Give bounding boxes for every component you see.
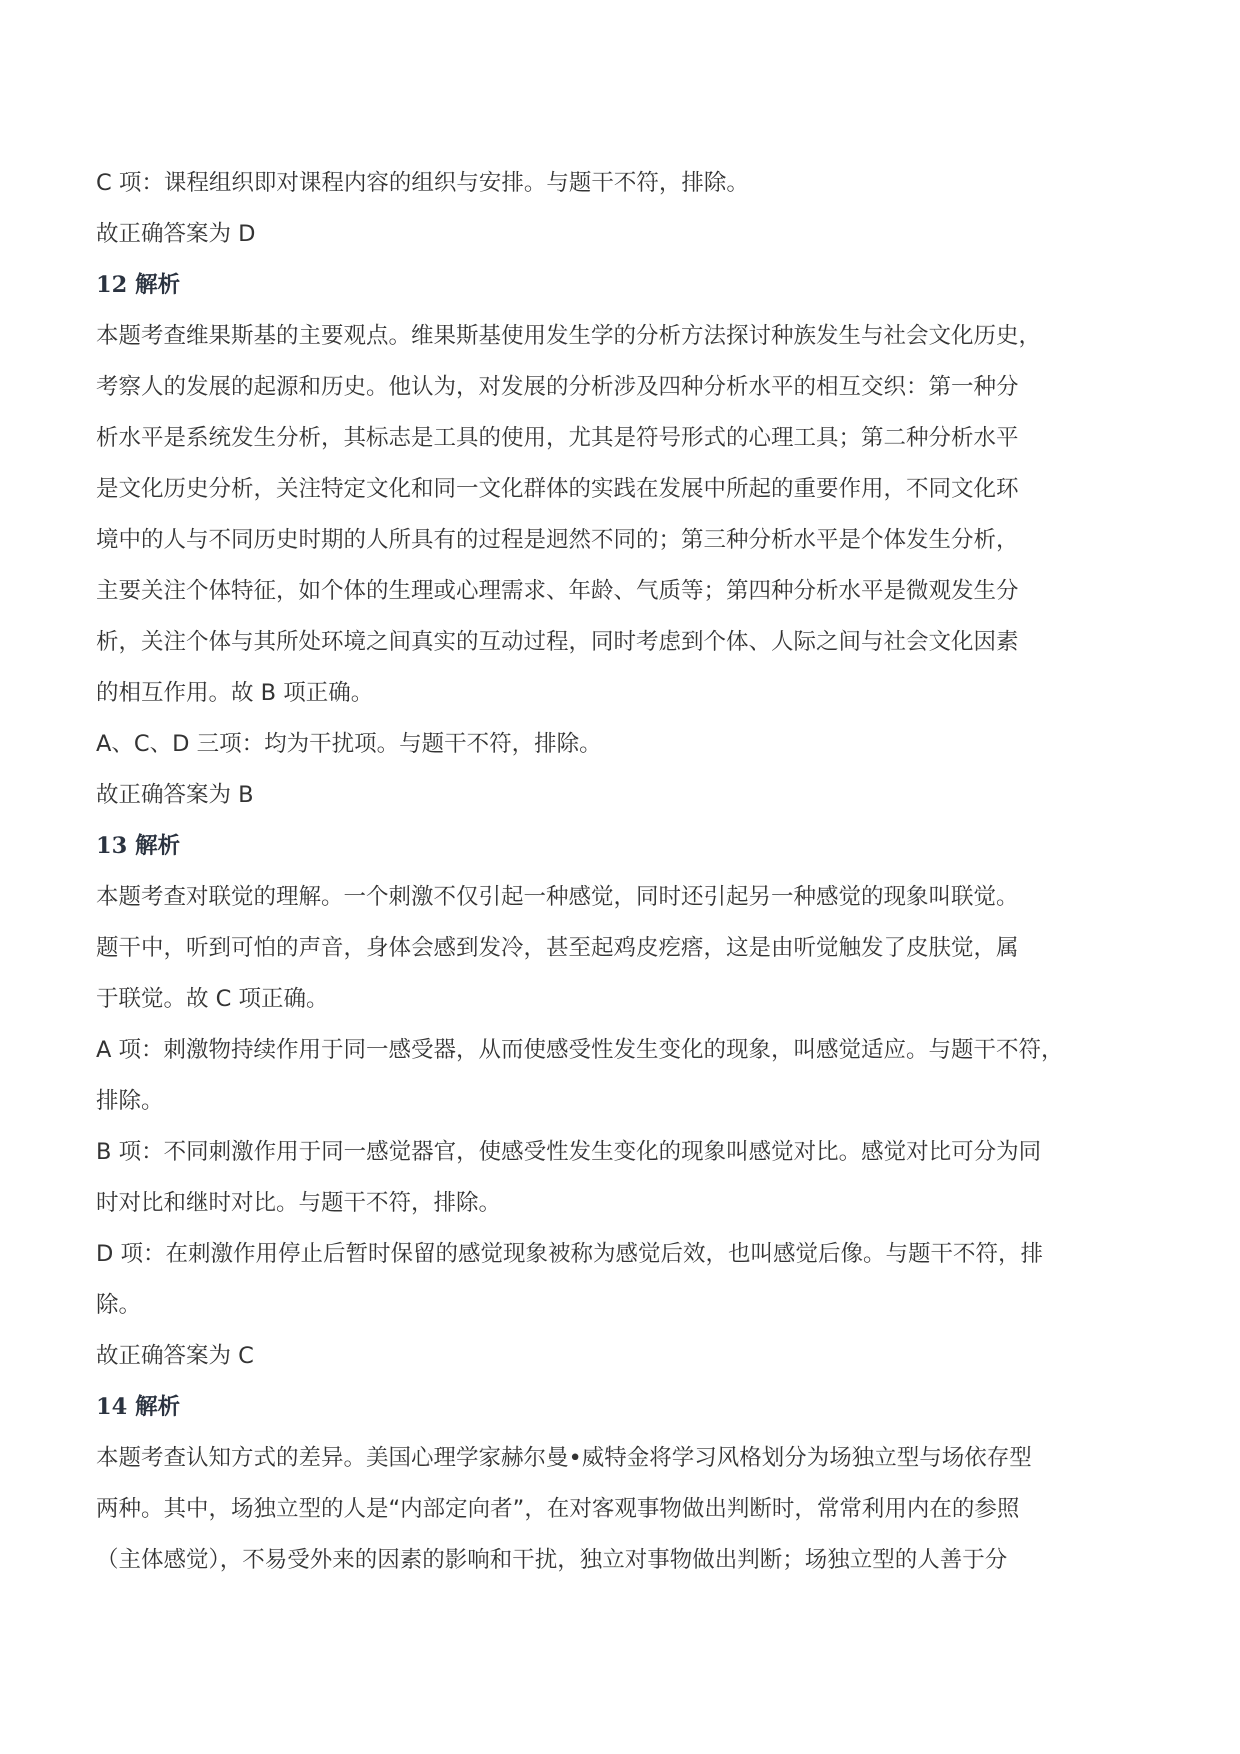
paragraph-line: 本题考查对联觉的理解。一个刺激不仅引起一种感觉，同时还引起另一种感觉的现象叫联觉。 [96, 884, 1019, 910]
paragraph-line: 境中的人与不同历史时期的人所具有的过程是迥然不同的；第三种分析水平是个体发生分析， [96, 527, 1019, 553]
paragraph-line: 时对比和继时对比。与题干不符，排除。 [96, 1190, 502, 1216]
paragraph-line: 是文化历史分析，关注特定文化和同一文化群体的实践在发展中所起的重要作用，不同文化环 [96, 476, 1019, 502]
paragraph-line: 析，关注个体与其所处环境之间真实的互动过程，同时考虑到个体、人际之间与社会文化因素 [96, 629, 1019, 655]
paragraph-line: 题干中，听到可怕的声音，身体会感到发冷，甚至起鸡皮疙瘩，这是由听觉触发了皮肤觉，属 [96, 935, 1019, 961]
paragraph-line: 的相互作用。故 B 项正确。 [96, 680, 374, 706]
paragraph-line: 故正确答案为 B [96, 782, 254, 808]
paragraph-line: 析水平是系统发生分析，其标志是工具的使用，尤其是符号形式的心理工具；第二种分析水平 [96, 425, 1019, 451]
section-heading: 14 解析 [96, 1394, 181, 1420]
paragraph-line: 本题考查维果斯基的主要观点。维果斯基使用发生学的分析方法探讨种族发生与社会文化历史， [96, 323, 1042, 349]
paragraph-line: C 项：课程组织即对课程内容的组织与安排。与题干不符，排除。 [96, 170, 749, 196]
paragraph-line: 主要关注个体特征，如个体的生理或心理需求、年龄、气质等；第四种分析水平是微观发生分 [96, 578, 1019, 604]
paragraph-line: （主体感觉），不易受外来的因素的影响和干扰，独立对事物做出判断；场独立型的人善于分 [96, 1547, 1008, 1573]
document-page [96, 158, 1176, 1586]
paragraph-line: 排除。 [96, 1088, 164, 1114]
section-heading: 12 解析 [96, 272, 181, 298]
paragraph-line: 故正确答案为 D [96, 221, 256, 247]
paragraph-line: 除。 [96, 1292, 142, 1318]
paragraph-line: 考察人的发展的起源和历史。他认为，对发展的分析涉及四种分析水平的相互交织：第一种分 [96, 374, 1019, 400]
paragraph-line: A 项：刺激物持续作用于同一感受器，从而使感受性发生变化的现象，叫感觉适应。与题干不符， [96, 1037, 1064, 1063]
paragraph-line: B 项：不同刺激作用于同一感觉器官，使感受性发生变化的现象叫感觉对比。感觉对比可分为同 [96, 1139, 1042, 1165]
paragraph-line: A、C、D 三项：均为干扰项。与题干不符，排除。 [96, 731, 602, 757]
paragraph-line: 于联觉。故 C 项正确。 [96, 986, 329, 1012]
section-heading: 13 解析 [96, 833, 181, 859]
paragraph-line: 本题考查认知方式的差异。美国心理学家赫尔曼•威特金将学习风格划分为场独立型与场依存型 [96, 1445, 1032, 1471]
paragraph-line: 两种。其中，场独立型的人是“内部定向者”，在对客观事物做出判断时，常常利用内在的参照 [96, 1496, 1020, 1522]
paragraph-line: 故正确答案为 C [96, 1343, 254, 1369]
paragraph-line: D 项：在刺激作用停止后暂时保留的感觉现象被称为感觉后效，也叫感觉后像。与题干不符，排 [96, 1241, 1043, 1267]
